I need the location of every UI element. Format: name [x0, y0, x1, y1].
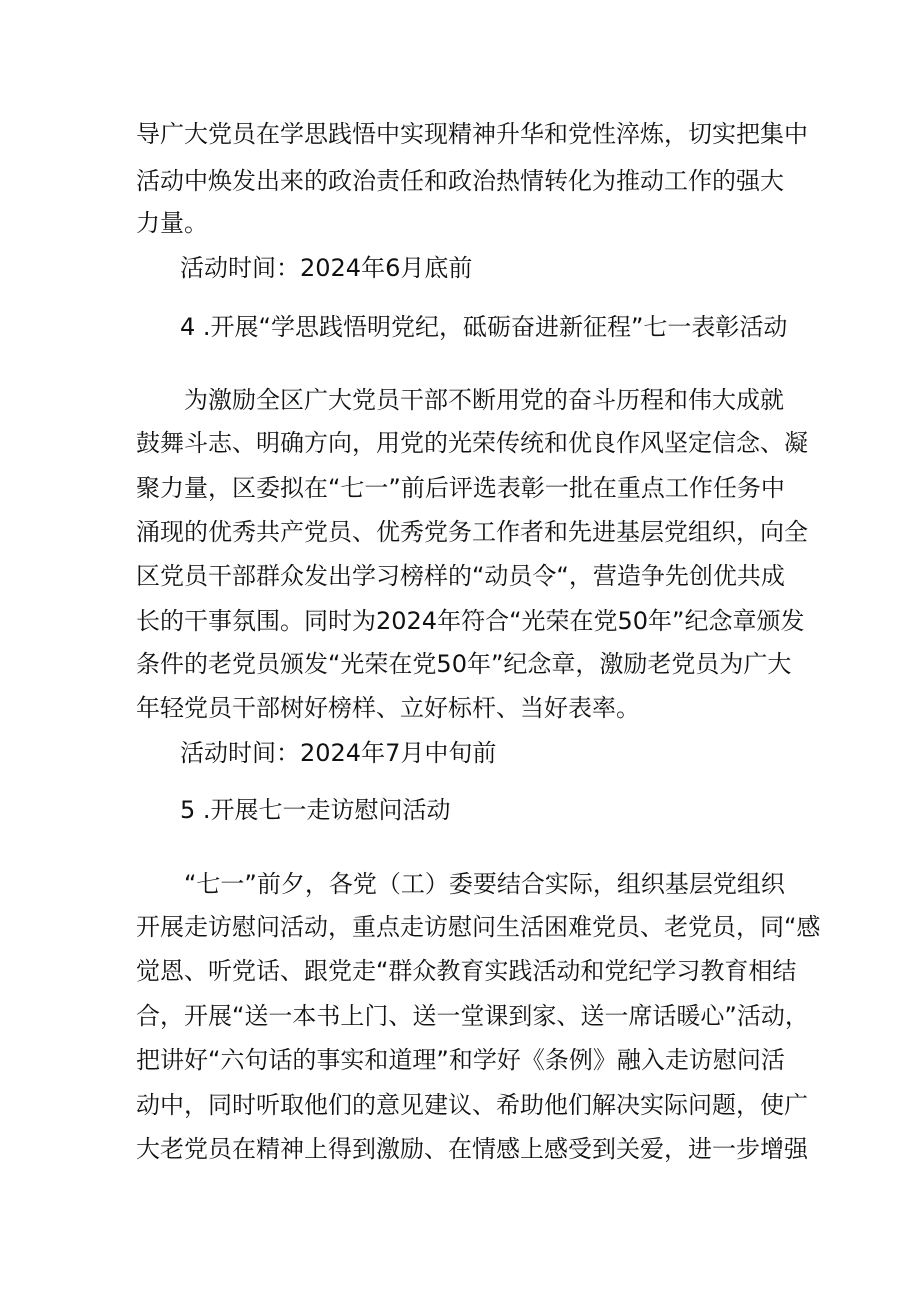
- text-line: “七一”前夕，各党（工）委要结合实际，组织基层党组织: [184, 870, 785, 898]
- activity-time: 活动时间：2024年6月底前: [180, 254, 473, 282]
- section-heading: 5 .开展七一走访慰问活动: [180, 796, 451, 824]
- text-line: 长的干事氛围。同时为2024年符合“光荣在党50年”纪念章颁发: [136, 607, 805, 635]
- text-line: 鼓舞斗志、明确方向，用党的光荣传统和优良作风坚定信念、凝: [136, 429, 808, 457]
- text-line: 区党员干部群众发出学习榜样的“动员令“，营造争先创优共成: [136, 562, 785, 590]
- text-line: 动中，同时听取他们的意见建议、希助他们解决实际问题，使广: [136, 1091, 808, 1119]
- text-line: 力量。: [136, 209, 208, 237]
- text-line: 涌现的优秀共产党员、优秀党务工作者和先进基层党组织，向全: [136, 518, 808, 546]
- text-line: 聚力量，区委拟在“七一”前后评选表彰一批在重点工作任务中: [136, 474, 785, 502]
- text-line: 开展走访慰问活动，重点走访慰问生活困难党员、老党员，同“感: [136, 913, 821, 941]
- text-line: 大老党员在精神上得到激励、在情感上感受到关爱，进一步增强: [136, 1135, 808, 1163]
- text-line: 年轻党员干部树好榜样、立好标杆、当好表率。: [136, 694, 640, 722]
- text-line: 活动中焕发出来的政治责任和政治热情转化为推动工作的强大: [136, 167, 784, 195]
- text-line: 条件的老党员颁发“光荣在党50年”纪念章，激励老党员为广大: [136, 650, 792, 678]
- text-line: 为激励全区广大党员干部不断用党的奋斗历程和伟大成就: [184, 386, 784, 414]
- text-line: 觉恩、听党话、跟党走“群众教育实践活动和党纪学习教育相结: [136, 957, 797, 985]
- text-line: 合，开展“送一本书上门、送一堂课到家、送一席话暖心”活动，: [136, 1002, 809, 1030]
- section-heading: 4 .开展“学思践悟明党纪，砥砺奋进新征程”七一表彰活动: [180, 313, 788, 341]
- text-line: 把讲好“六句话的事实和道理”和学好《条例》融入走访慰问活: [136, 1046, 785, 1074]
- text-line: 导广大党员在学思践悟中实现精神升华和党性淬炼，切实把集中: [136, 120, 808, 148]
- activity-time: 活动时间：2024年7月中旬前: [180, 739, 497, 767]
